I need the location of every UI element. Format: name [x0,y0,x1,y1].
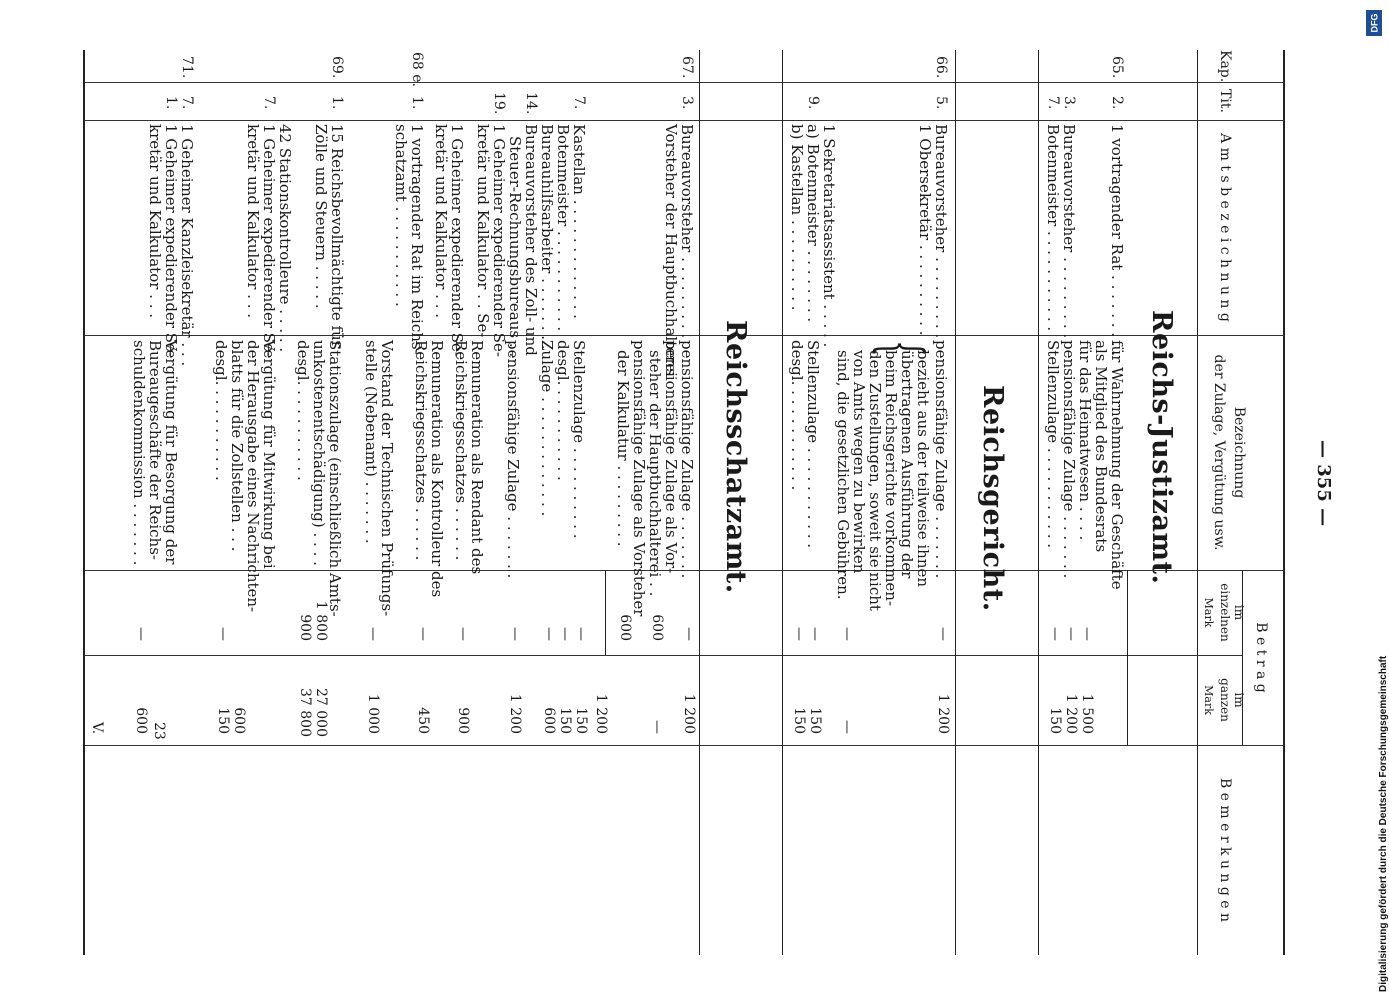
tit-schatz-7: 7. [179,96,195,110]
einz-schatz-2: 600 [617,614,633,641]
curly-brace: { [868,340,936,357]
einz-schatz-12: — [215,627,231,641]
amt-schatz-4: Bureauhilfsarbeiter . . . . . . . . [538,124,556,350]
tit-schatz-2: 14. [523,92,539,115]
header-amt: A m t s b e z e i c h n u n g [1217,133,1233,322]
bez-schatz-19: der Herausgabe eines Nachrichten- [244,340,262,613]
einz-justiz-2: — [1047,627,1063,641]
amt-schatz-15: 42 Stationskontrolleure . . . . . [276,124,294,353]
ganz-schatz-12: 600 [231,707,247,734]
bez-justiz-1: als Mitglied des Bundesrats [1092,340,1110,553]
bez-schatz-0: pensionsfähige Zulage . . . . . . . [678,340,696,579]
table-bottom-rule [83,50,85,955]
signature-mark: V. [89,722,105,735]
kap-67: 67. [679,56,695,79]
ganz-schatz-0: 1 200 [681,693,697,734]
einz-schatz-8: — [415,627,431,641]
credit-text: Digitalisierung gefördert durch die Deutsche Forschungsgemeinschaft [1378,655,1389,992]
ganz-schatz-6: 1 200 [507,693,523,734]
einz-schatz-3: — [573,627,589,641]
bez-schatz-22: Vergütung für Besorgung der [162,340,180,565]
amt-schatz-18: 1 Geheimer Kanzleisekretär . . . [178,124,196,367]
amt-schatz-12: schatzamt . . . . . . . . . . . [392,124,410,307]
ganz-justiz-1: 1 200 [1063,693,1079,734]
einz-schatz-10: 1 800 [313,600,329,641]
section-title-reichsgericht: Reichsgericht. [977,385,1008,612]
col-sep-betrag [83,655,1243,656]
ganz-schatz-10: 27 000 [313,688,329,737]
credit-strip [1372,12,1389,992]
bez-gericht-1: bezieht aus der teilweise ihnen [914,350,932,588]
bez-schatz-18: Vergütung für Mitwirkung bei [260,340,278,569]
amt-schatz-19: 1 Geheimer expedierender Se- [162,124,180,357]
bez-schatz-14: stelle (Nebenamt) . . . . . . . [362,340,380,544]
einz-schatz-13: — [133,627,149,641]
amt-justiz-2: Bureauvorsteher . . . . . . . . . [1060,124,1078,339]
ganz-schatz-8: 450 [415,707,431,734]
amt-schatz-14: Zölle und Steuern . . . . . [312,124,330,309]
bez-gericht-0: pensionsfähige Zulage . . . . . . . [932,340,950,579]
bez-schatz-1: pensionsfähige Zulage als Vor- [662,340,680,574]
bez-schatz-24: schuldenkommission . . . . . . . [130,340,148,566]
bez-schatz-5: Stellenzulage . . . . . . . . . . [570,340,588,539]
bez-gericht-4: den Zustellungen, soweit sie nicht [866,350,884,611]
header-einzelnen-3: Mark [1202,597,1215,628]
ganz-justiz-0: 1 500 [1079,693,1095,734]
table-header-rule [1197,50,1198,955]
einz-schatz-1: 600 [649,614,665,641]
col-sep-tit [85,120,1285,121]
amt-gericht-1: 1 Obersekretär . . . . . . . . . . [916,124,934,336]
ganz-gericht-1: — [839,720,855,734]
bez-justiz-2: für das Heimatwesen . . . . [1076,340,1094,541]
tit-gericht-1: 9. [805,96,821,110]
header-bez-1: Bezeichnung [1231,406,1247,499]
einz-schatz-5: — [541,627,557,641]
tit-justiz-2: 7. [1045,96,1061,110]
justiz-bottom-rule [1038,50,1039,955]
bez-schatz-9: Remuneration als Rendant des [468,340,486,575]
tit-schatz-3: 19. [491,92,507,115]
amt-schatz-6: Steuer-Rechnungsbureaus . . [506,136,524,358]
tit-gericht-0: 5. [933,96,949,110]
section-title-reichsschatzamt: Reichsschatzamt. [720,320,751,594]
ganz-gericht-2: 150 [807,707,823,734]
header-bemerkungen: B e m e r k u n g e n [1217,777,1233,923]
bez-justiz-3: pensionsfähige Zulage . . . . . . . [1060,340,1078,579]
bez-schatz-4: der Kalkulatur . . . . . . . . . [614,350,632,547]
amt-schatz-3: Botenmeister . . . . . . . . . . . [554,124,572,332]
ganz-schatz-2: 1 200 [593,693,609,734]
table-top-rule [1283,50,1285,955]
gericht-bottom-rule [782,50,783,955]
bez-schatz-21: desgl. . . . . . . . . . . [212,340,230,481]
amt-schatz-5: Bureauvorsteher des Zoll- und [522,124,540,356]
schatz-top-rule [699,50,700,955]
bez-schatz-6: desgl. . . . . . . . . . . [554,340,572,481]
tit-schatz-1: 7. [571,96,587,110]
section-title-justizamt: Reichs-Justizamt. [1146,310,1177,585]
bez-schatz-23: Bureaugeschäfte der Reichs- [146,340,164,560]
dfg-logo: DFG [1366,10,1382,36]
ganz-schatz-5: 600 [541,707,557,734]
kap-66: 66. [933,56,949,79]
gericht-top-rule [955,50,956,955]
kap-71: 71. [179,56,195,79]
bez-schatz-11: Remuneration als Kontrolleur des [428,340,446,598]
einz-gericht-0: — [935,627,951,641]
bez-schatz-3: pensionsfähige Zulage als Vorsteher [630,340,648,617]
header-tit: Tit. [1217,89,1233,113]
header-ganzen-2: ganzen [1218,678,1232,722]
ganz-schatz-11: 37 800 [297,688,313,737]
bez-justiz-0: für Wahrnehmung der Geschäfte [1108,340,1126,590]
bez-schatz-12: Reichskriegsschatzes . . . . . . [412,340,430,561]
bez-gericht-7: Stellenzulage . . . . . . . . . . . [804,340,822,548]
kap-69: 69. [329,56,345,79]
einz-schatz-6: — [507,627,523,641]
einz-justiz-1: — [1063,627,1079,641]
bez-schatz-7: Zulage . . . . . . . . . . . . . [538,340,556,517]
tit-schatz-4: 1. [409,96,425,110]
amt-schatz-2: Kastellan . . . . . . . . . . . . . [570,124,588,319]
amt-schatz-1: Vorsteher der Hauptbuchhalterei [662,124,680,377]
amt-schatz-0: Bureauvorsteher . . . . . . . . . [678,124,696,339]
ganz-schatz-3: 150 [573,707,589,734]
signature-number: 23 [151,722,167,740]
bez-schatz-17: desgl. . . . . . . . . . . [294,340,312,481]
ganz-gericht-3: 150 [791,707,807,734]
ganz-schatz-13: 150 [215,707,231,734]
bez-gericht-3: beim Reichsgerichte vorkommen- [882,350,900,607]
bez-gericht-2: übertragenen Ausführung der [898,350,916,579]
ganz-gericht-0: 1 200 [935,693,951,734]
header-betrag: B e t r a g [1253,622,1269,693]
einz-gericht-3: — [791,627,807,641]
amt-schatz-7: 1 Geheimer expedierender Se- [490,124,508,357]
amt-schatz-11: 1 vortragender Rat im Reichs- [408,124,426,355]
bez-schatz-13: Vorstand der Technischen Prüfungs- [378,340,396,617]
tit-justiz-0: 2. [1109,96,1125,110]
amt-schatz-17: kretär und Kalkulator . . . [244,124,262,319]
bez-schatz-2: steher der Hauptbuchhalterei . . [646,350,664,597]
col-sep-kap [85,82,1285,83]
ganz-schatz-4: 150 [557,707,573,734]
bez-schatz-15: Stationszulage (einschließlich Amts- [326,340,344,617]
amt-schatz-13: 15 Reichsbevollmächtigte für [328,124,346,348]
ganz-justiz-2: 150 [1047,707,1063,734]
bez-schatz-16: unkostenentschädigung) . . . . [310,340,328,566]
amt-gericht-6: 1 Sekretariatsassistent . . . . . [820,124,838,348]
kap-68e: 68 e. [409,52,425,87]
amt-justiz-0: 1 vortragender Rat . . . . . . . . . [1108,124,1126,357]
einz-schatz-9: — [365,627,381,641]
tit-schatz-6: 7. [261,96,277,110]
einz-schatz-4: — [557,627,573,641]
amt-gericht-8: b) Kastellan . . . . . . . . . . [788,124,806,311]
bez-gericht-5: von Amts wegen zu bewirken [850,350,868,574]
tit-schatz-0: 3. [679,96,695,110]
amt-schatz-8: kretär und Kalkulator . . Se- [474,124,492,338]
header-bez-2: der Zulage, Vergütung usw. [1211,354,1227,551]
einz-justiz-0: — [1079,627,1095,641]
einz-schatz-11: 900 [297,614,313,641]
ganz-schatz-7: 900 [455,707,471,734]
einz-gericht-1: — [839,627,855,641]
bez-schatz-20: blatts für die Zollstellen . . . [228,340,246,552]
header-einzelnen-2: einzelnen [1218,583,1232,642]
ganz-schatz-9: 1 000 [365,693,381,734]
amt-schatz-9: 1 Geheimer expedierender Se- [448,124,466,357]
tit-schatz-8: 1. [163,96,179,110]
amt-justiz-3: Botenmeister . . . . . . . . . . . [1044,124,1062,332]
subtotal-rule [605,570,606,655]
amt-schatz-20: kretär und Kalkulator . . . [146,124,164,319]
bez-gericht-8: desgl. . . . . . . . . . . . [788,340,806,491]
header-einzelnen-1: im [1232,604,1246,621]
bez-schatz-10: Reichskriegsschatzes . . . . . . [452,340,470,561]
bez-justiz-4: Stellenzulage . . . . . . . . . . . [1044,340,1062,548]
header-ganzen-1: im [1232,692,1246,708]
bez-schatz-8: pensionsfähige Zulage . . . . . . . [504,340,522,579]
header-ganzen-3: Mark [1202,685,1215,715]
justiz-top-rule [1127,570,1128,745]
header-kap: Kap. [1217,50,1233,83]
bez-gericht-6: sind, die gesetzlichen Gebühren. [834,350,852,600]
einz-gericht-2: — [807,627,823,641]
kap-65: 65. [1109,56,1125,79]
einz-schatz-7: — [455,627,471,641]
col-sep-ganz [85,745,1285,746]
page-number: — 355 — [1313,440,1334,527]
amt-gericht-7: a) Botenmeister . . . . . . . . [804,124,822,323]
ganz-schatz-1: — [649,720,665,734]
ganz-schatz-14: 600 [133,707,149,734]
einz-schatz-0: — [681,627,697,641]
tit-justiz-1: 3. [1061,96,1077,110]
amt-schatz-16: 1 Geheimer expedierender Se- [260,124,278,357]
amt-schatz-10: kretär und Kalkulator . . . [432,124,450,319]
amt-gericht-0: Bureauvorsteher . . . . . . . . . [932,124,950,339]
tit-schatz-5: 1. [329,96,345,110]
